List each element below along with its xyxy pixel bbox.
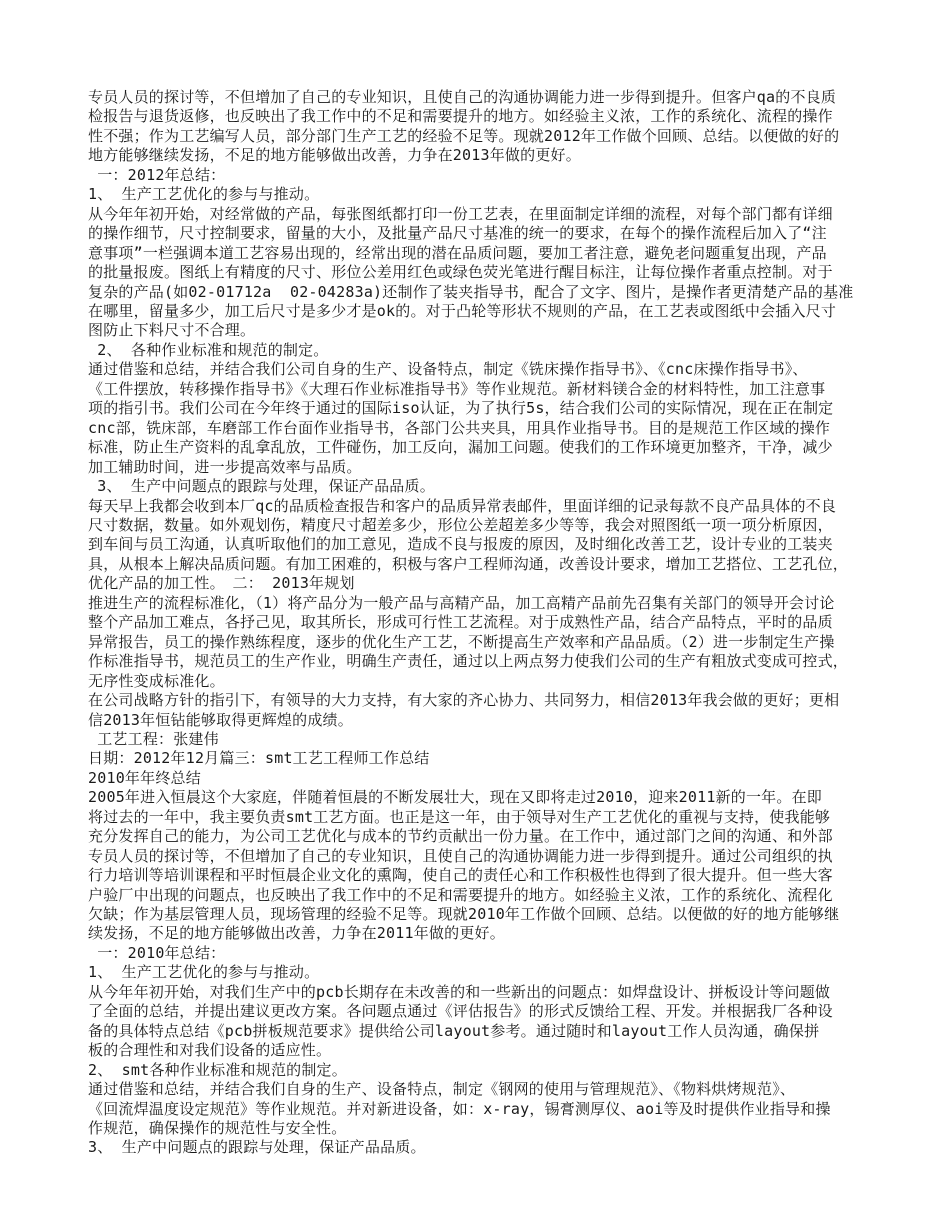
text-line: 行力培训等培训课程和平时恒晨企业文化的熏陶，使自己的责任心和工作积极性也得到了很大提升。但一些大客 <box>88 866 833 885</box>
text-line: 2、 各种作业标准和规范的制定。 <box>88 340 329 359</box>
text-line: 图防止下料尺寸不合理。 <box>88 321 256 340</box>
text-line: cnc部，铣床部，车磨部工作台面作业指导书，各部门公共夹具，用具作业指导书。目的是规范工作区域的操作 <box>88 418 831 437</box>
text-line: 日期：2012年12月篇三：smt工艺工程师工作总结 <box>88 749 430 768</box>
text-line: 通过借鉴和总结，并结合我们自身的生产、设备特点，制定《钢网的使用与管理规范》、《物料烘烤规范》、 <box>88 1080 796 1099</box>
text-line: 欠缺；作为基层管理人员，现场管理的经验不足等。现就2010年工作做个回顾、总结。以便做的好的地方能够继 <box>88 905 840 924</box>
text-line: 专员人员的探讨等，不但增加了自己的专业知识，且使自己的沟通协调能力进一步得到提升。但客户qa的不良质 <box>88 88 837 106</box>
text-line: 3、 生产中问题点的跟踪与处理，保证产品品质。 <box>88 477 435 496</box>
text-line: 户验厂中出现的问题点，也反映出了我工作中的不足和需要提升的地方。如经验主义浓，工作的系统化、流程化 <box>88 885 833 904</box>
text-line: 的批量报废。图纸上有精度的尺寸、形位公差用红色或绿色荧光笔进行醒目标注，让每位操作者重点控制。对于 <box>88 263 833 282</box>
text-line: 《工件摆放，转移操作指导书》《大理石作业标准指导书》等作业规范。新材料镁合金的材料特性，加工注意事 <box>88 379 826 398</box>
text-line: 了全面的总结，并提出建议更改方案。各问题点通过《评估报告》的形式反馈给工程、开发。并根据我厂各种设 <box>88 1002 833 1021</box>
text-line: 备的具体特点总结《pcb拼板规范要求》提供给公司layout参考。通过随时和layout工作人员沟通，确保拼 <box>88 1021 820 1040</box>
text-line: 板的合理性和对我们设备的适应性。 <box>88 1041 332 1060</box>
text-line: 无序性变成标准化。 <box>88 671 225 690</box>
text-line: 续发扬，不足的地方能够做出改善，力争在2011年做的更好。 <box>88 924 505 943</box>
text-line: 3、 生产中问题点的跟踪与处理，保证产品品质。 <box>88 1138 426 1157</box>
text-line: 作规范，确保操作的规范性与安全性。 <box>88 1119 347 1138</box>
text-line: 2、 smt各种作业标准和规范的制定。 <box>88 1060 347 1079</box>
text-line: 地方能够继续发扬，不足的地方能够做出改善，力争在2013年做的更好。 <box>88 146 581 165</box>
text-line: 的操作细节，尺寸控制要求，留量的大小，及批量产品尺寸基准的统一的要求，在每个的操作流程后加入了“注 <box>88 224 827 243</box>
text-line: 将过去的一年中，我主要负责smt工艺方面。也正是这一年，由于领导对生产工艺优化的重视与支持，使我能够 <box>88 807 831 826</box>
text-line: 加工辅助时间，进一步提高效率与品质。 <box>88 457 362 476</box>
text-line: 意事项”一栏强调本道工艺容易出现的，经常出现的潜在品质问题，要加工者注意，避免老问题重复出现，产品 <box>88 243 827 262</box>
text-line: 作标准指导书，规范员工的生产作业，明确生产责任，通过以上两点努力使我们公司的生产有粗放式变成可控式， <box>88 652 849 671</box>
text-line: 在公司战略方针的指引下，有领导的大力支持，有大家的齐心协力、共同努力，相信2013年我会做的更好；更相 <box>88 691 840 710</box>
text-line: 2010年年终总结 <box>88 768 201 787</box>
text-line: 信2013年恒钻能够取得更辉煌的成绩。 <box>88 710 353 729</box>
text-line: 检报告与退货返修，也反映出了我工作中的不足和需要提升的地方。如经验主义浓，工作的系统化、流程的操作 <box>88 107 833 126</box>
text-line: 整个产品加工难点，各抒己见，取其所长，形成可行性工艺流程。对于成熟性产品，结合产品特点，平时的品质 <box>88 613 833 632</box>
text-line: 1、 生产工艺优化的参与与推动。 <box>88 963 320 982</box>
text-line: 工艺工程：张建伟 <box>88 729 219 748</box>
text-line: 异常报告，员工的操作熟练程度，逐步的优化生产工艺，不断提高生产效率和产品品质。（2）进一步制定生产操 <box>88 632 835 651</box>
text-line: 充分发挥自己的能力，为公司工艺优化与成本的节约贡献出一份力量。在工作中，通过部门之间的沟通、和外部 <box>88 827 833 846</box>
text-line: 一：2012年总结： <box>88 165 226 184</box>
text-line: 2005年进入恒晨这个大家庭，伴随着恒晨的不断发展壮大，现在又即将走过2010，迎来2011新的一年。在即 <box>88 788 822 807</box>
document-text <box>88 88 918 1158</box>
text-line: 一：2010年总结： <box>88 943 226 962</box>
text-line: 复杂的产品(如02-01712a 02-04283a)还制作了装夹指导书，配合了文字、图片，是操作者更清楚产品的基准 <box>88 282 854 301</box>
text-line: 标准，防止生产资料的乱拿乱放，工件碰伤，加工反向，漏加工问题。使我们的工作环境更加整齐，干净，减少 <box>88 438 833 457</box>
text-line: 从今年年初开始，对经常做的产品，每张图纸都打印一份工艺表，在里面制定详细的流程，对每个部门都有详细 <box>88 204 833 223</box>
text-line: 到车间与员工沟通，认真听取他们的加工意见，造成不良与报废的原因，及时细化改善工艺，设计专业的工装夹 <box>88 535 833 554</box>
text-line: 1、 生产工艺优化的参与与推动。 <box>88 185 320 204</box>
text-line: 每天早上我都会收到本厂qc的品质检查报告和客户的品质异常表邮件，里面详细的记录每款不良产品具体的不良 <box>88 496 837 515</box>
text-line: 专员人员的探讨等，不但增加了自己的专业知识，且使自己的沟通协调能力进一步得到提升。通过公司组织的执 <box>88 846 833 865</box>
text-line: 通过借鉴和总结，并结合我们公司自身的生产、设备特点，制定《铣床操作指导书》、《cnc床操作指导书》、 <box>88 360 808 379</box>
text-line: 《回流焊温度设定规范》等作业规范。并对新进设备，如：x-ray，锡膏测厚仪、aoi等及时提供作业指导和操 <box>88 1099 831 1118</box>
text-line: 推进生产的流程标准化，（1）将产品分为一般产品与高精产品，加工高精产品前先召集有关部门的领导开会讨论 <box>88 593 835 612</box>
text-line: 在哪里，留量多少，加工后尺寸是多少才是ok的。对于凸轮等形状不规则的产品，在工艺表或图纸中会插入尺寸 <box>88 301 837 320</box>
text-line: 尺寸数据，数量。如外观划伤，精度尺寸超差多少，形位公差超差多少等等，我会对照图纸一项一项分析原因， <box>88 515 833 534</box>
text-line: 性不强；作为工艺编写人员，部分部门生产工艺的经验不足等。现就2012年工作做个回顾、总结。以便做的好的 <box>88 126 840 145</box>
text-line: 具，从根本上解决品质问题。有加工困难的，积极与客户工程师沟通，改善设计要求，增加工艺搭位、工艺孔位， <box>88 554 849 573</box>
text-line: 从今年年初开始，对我们生产中的pcb长期存在未改善的和一些新出的问题点：如焊盘设计、拼板设计等问题做 <box>88 982 831 1001</box>
text-line: 项的指引书。我们公司在今年终于通过的国际iso认证，为了执行5s，结合我们公司的实际情况，现在正在制定 <box>88 399 834 418</box>
text-line: 优化产品的加工性。 二： 2013年规划 <box>88 574 355 593</box>
